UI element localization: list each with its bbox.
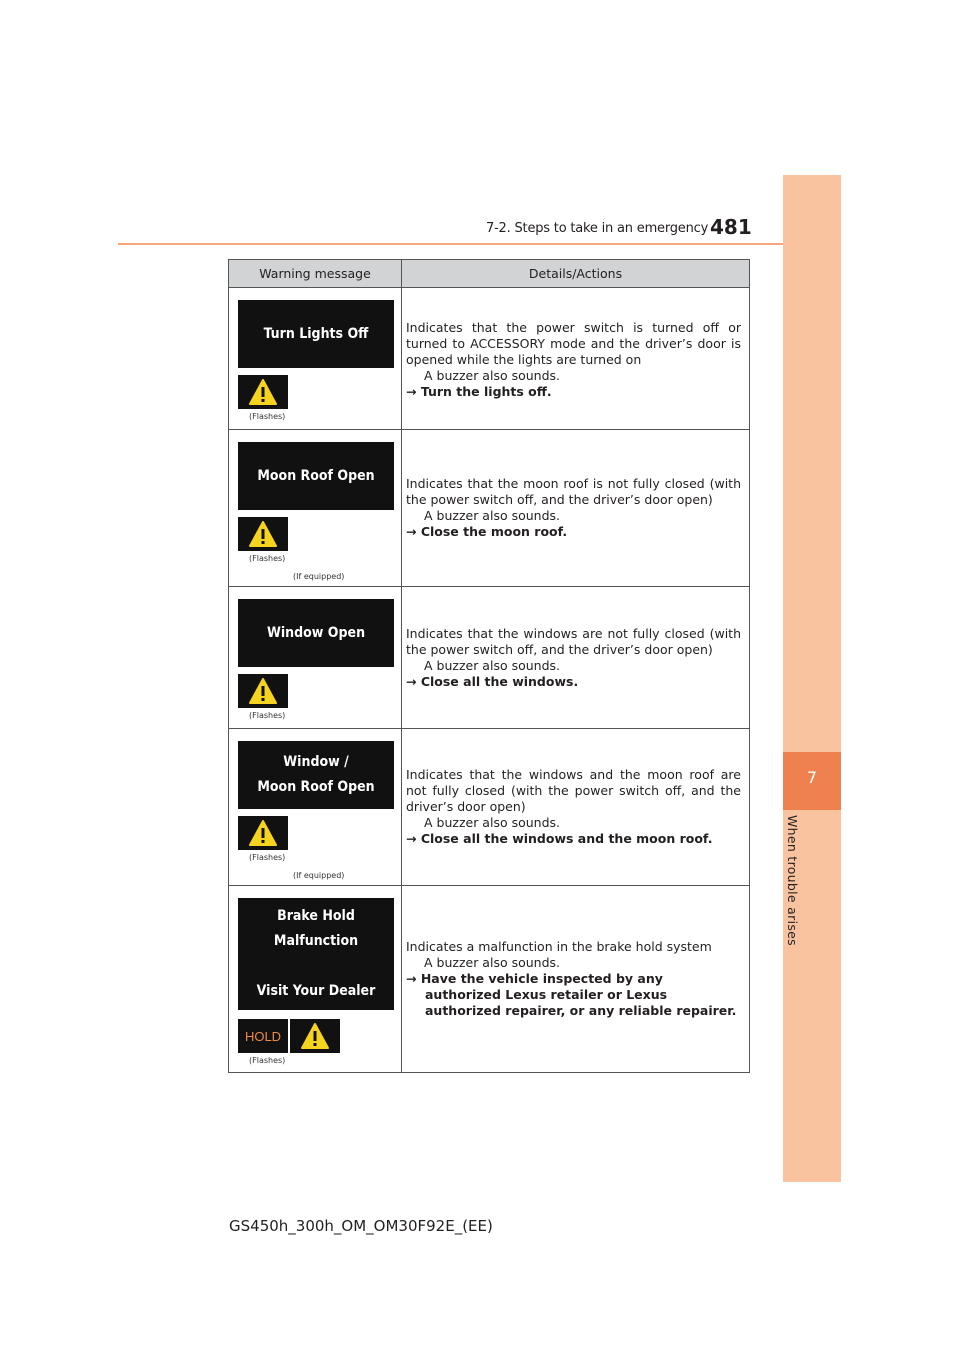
table-row (229, 430, 750, 587)
if-equipped-note: (If equipped) (293, 572, 345, 581)
display-line: Malfunction (273, 933, 359, 949)
chapter-number-box[interactable] (783, 752, 841, 810)
action-text: → Close the moon roof. (406, 524, 568, 539)
page-number: 481 (710, 215, 752, 239)
details-cell (402, 886, 750, 1073)
warning-image-cell (229, 430, 402, 587)
display-line: Window / (283, 754, 349, 770)
warning-image-cell (229, 729, 402, 886)
display-line: Window Open (266, 624, 366, 641)
description-text: Indicates a malfunction in the brake hold system (406, 939, 712, 954)
section-title: 7-2. Steps to take in an emergency (486, 221, 709, 236)
action-text: → Close all the windows and the moon roof. (406, 831, 713, 846)
buzzer-note: A buzzer also sounds. (424, 955, 560, 970)
chapter-title: When trouble arises (785, 815, 800, 946)
flashes-note: (Flashes) (249, 853, 286, 862)
display-line: Brake Hold (277, 908, 355, 924)
header-details-actions: Details/Actions (402, 260, 750, 288)
buzzer-note: A buzzer also sounds. (424, 815, 560, 830)
display-message (238, 300, 394, 368)
buzzer-note: A buzzer also sounds. (424, 368, 560, 383)
details-cell (402, 587, 750, 729)
description-text: Indicates that the windows and the moon roof are not fully closed (with the power switch off, and the driver’s door open) (406, 767, 741, 814)
chapter-side-tab (783, 175, 841, 1182)
description-text: Indicates that the power switch is turned off or turned to ACCESSORY mode and the driver’s door is opened while the lights are turned on (406, 320, 741, 367)
display-message (238, 741, 394, 809)
description-text: Indicates that the windows are not fully closed (with the power switch off, and the driver’s door open) (406, 626, 741, 657)
flashes-note: (Flashes) (249, 1056, 286, 1065)
display-line: Turn Lights Off (263, 325, 369, 342)
action-text: → Close all the windows. (406, 674, 579, 689)
details-cell (402, 729, 750, 886)
display-line: Moon Roof Open (257, 779, 375, 795)
warning-image-cell (229, 886, 402, 1073)
if-equipped-note: (If equipped) (293, 871, 345, 880)
display-message (238, 898, 394, 1010)
warning-icon (290, 1019, 340, 1053)
header-rule (118, 243, 840, 245)
display-line: Moon Roof Open (257, 467, 375, 484)
hold-icon (238, 1019, 288, 1053)
details-cell (402, 288, 750, 430)
action-text: → Turn the lights off. (406, 384, 552, 399)
warning-image-cell (229, 288, 402, 430)
display-line: Visit Your Dealer (256, 983, 376, 999)
details-cell (402, 430, 750, 587)
table-row (229, 886, 750, 1073)
warning-icon (238, 375, 288, 409)
chapter-number: 7 (806, 768, 818, 787)
table-row (229, 729, 750, 886)
display-message (238, 599, 394, 667)
buzzer-note: A buzzer also sounds. (424, 658, 560, 673)
hold-label: HOLD (244, 1028, 282, 1044)
warning-icon (238, 816, 288, 850)
table-row (229, 288, 750, 430)
warning-image-cell (229, 587, 402, 729)
table-row (229, 587, 750, 729)
flashes-note: (Flashes) (249, 711, 286, 720)
warning-icon (238, 674, 288, 708)
footer-model-code: GS450h_300h_OM_OM30F92E_(EE) (229, 1217, 493, 1235)
warning-icon (238, 517, 288, 551)
flashes-note: (Flashes) (249, 554, 286, 563)
action-text: → Have the vehicle inspected by any authorized Lexus retailer or Lexus authorized repairer, or any reliable repairer. (406, 971, 737, 1018)
description-text: Indicates that the moon roof is not fully closed (with the power switch off, and the driver’s door open) (406, 476, 741, 507)
buzzer-note: A buzzer also sounds. (424, 508, 560, 523)
warning-message-table (228, 259, 750, 1073)
flashes-note: (Flashes) (249, 412, 286, 421)
header-warning-message: Warning message (229, 260, 402, 288)
display-message (238, 442, 394, 510)
